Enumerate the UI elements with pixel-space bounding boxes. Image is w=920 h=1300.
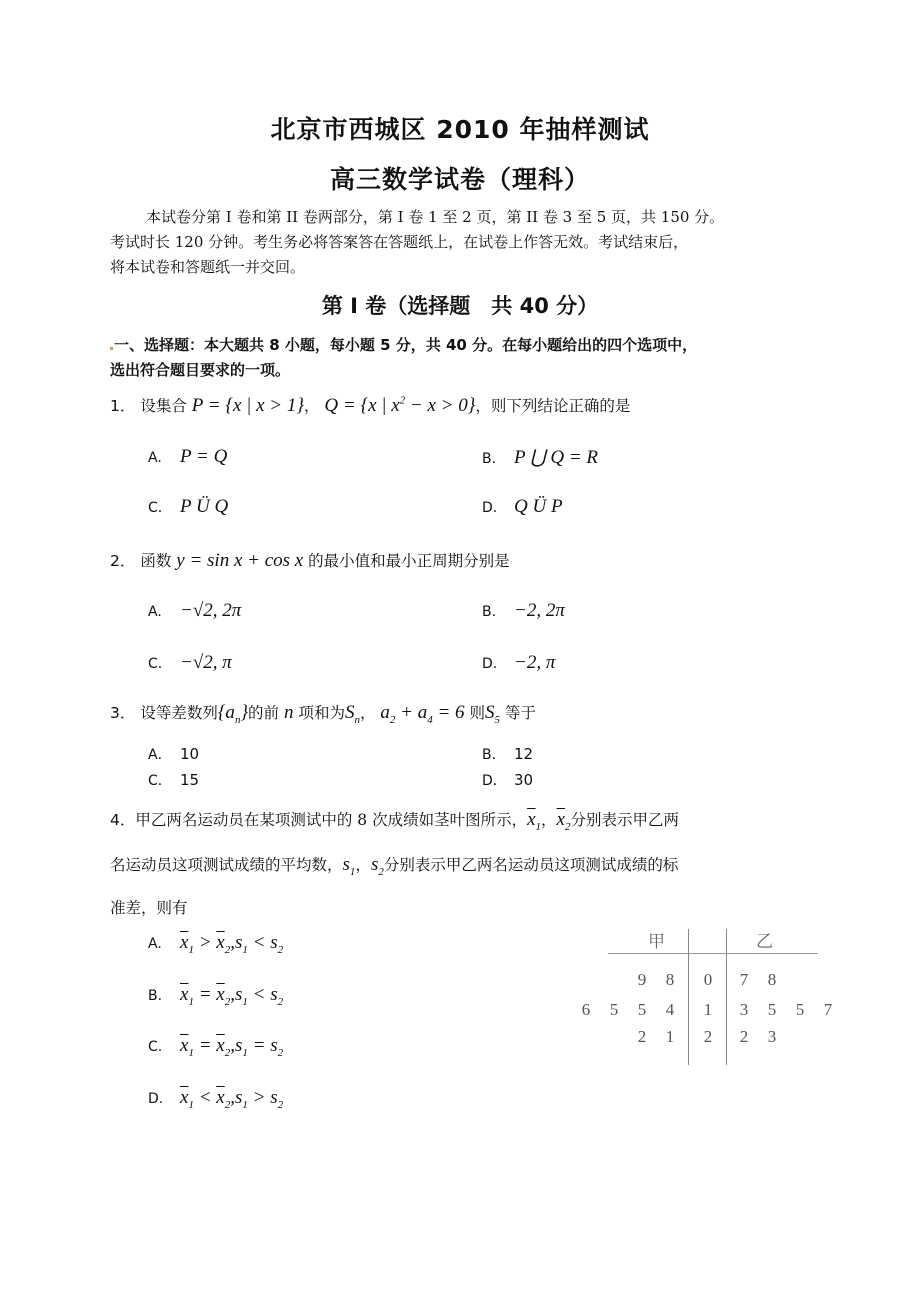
question-text: 名运动员这项测试成绩的平均数， bbox=[110, 856, 343, 874]
math-sub: n bbox=[354, 713, 360, 726]
option-1d[interactable] bbox=[482, 496, 563, 518]
option-label: C． bbox=[148, 773, 172, 789]
math-sub: 2 bbox=[224, 995, 231, 1008]
question-text: 准差，则有 bbox=[110, 899, 188, 917]
right-leaf: 7 bbox=[739, 970, 749, 989]
option-value: −2, 2π bbox=[514, 600, 565, 621]
header-divider bbox=[608, 953, 818, 954]
math-sub: 1 bbox=[242, 943, 248, 956]
option-value: 12 bbox=[514, 745, 534, 763]
math-expr bbox=[370, 854, 384, 878]
math-part: s bbox=[342, 854, 350, 875]
option-label: B. bbox=[148, 988, 163, 1004]
option-value bbox=[180, 1087, 284, 1111]
option-label: C. bbox=[148, 500, 163, 516]
math-sub: 5 bbox=[494, 713, 501, 726]
math-part: $\overline{x}$ bbox=[180, 932, 189, 953]
left-leaf: 9 bbox=[637, 970, 647, 989]
math-sub: 2 bbox=[224, 943, 231, 956]
math-part: s bbox=[270, 984, 278, 1005]
math-sub: 2 bbox=[277, 1098, 284, 1111]
math-part: − x > 0} bbox=[405, 395, 476, 416]
question-text: 设等差数列 bbox=[140, 704, 218, 722]
intro-line-1: 本试卷分第 I 卷和第 II 卷两部分，第 I 卷 1 至 2 页，第 II 卷 3 至 5 页，共 150 分。 bbox=[146, 208, 725, 226]
relation: < bbox=[198, 1087, 212, 1108]
math-sub: 1 bbox=[349, 865, 356, 878]
right-leaf: 3 bbox=[739, 1000, 749, 1019]
math-sub: 1 bbox=[242, 995, 248, 1008]
relation: = bbox=[252, 1035, 266, 1056]
option-value: P = Q bbox=[180, 446, 228, 467]
math-sub: 1 bbox=[188, 995, 194, 1008]
option-label: A． bbox=[148, 747, 172, 763]
option-label: B． bbox=[482, 747, 506, 763]
option-1c[interactable] bbox=[148, 496, 228, 518]
question-number: 1． bbox=[110, 397, 136, 415]
question-number: 2． bbox=[110, 552, 136, 570]
option-label: D． bbox=[482, 773, 507, 789]
math-part: = 6 bbox=[432, 702, 465, 723]
intro-line-3: 将本试卷和答题纸一并交回。 bbox=[110, 258, 306, 276]
math-part: $\overline{x}$ bbox=[180, 984, 189, 1005]
option-label: A. bbox=[148, 936, 162, 952]
math-part: {a bbox=[217, 702, 235, 723]
option-2b[interactable] bbox=[482, 600, 565, 622]
question-text: 则 bbox=[469, 704, 486, 722]
option-3b[interactable] bbox=[482, 744, 533, 764]
math-sup: 2 bbox=[399, 394, 406, 407]
question-text: 的最小值和最小正周期分别是 bbox=[308, 552, 510, 570]
relation: > bbox=[198, 932, 212, 953]
math-part: } bbox=[240, 702, 249, 723]
math-part: s bbox=[234, 1087, 243, 1108]
option-label: B. bbox=[482, 604, 497, 620]
math-sub: 2 bbox=[389, 713, 396, 726]
question-text: ，则下列结论正确的是 bbox=[475, 397, 631, 415]
option-label: C. bbox=[148, 1039, 163, 1055]
question-text: 分别表示甲乙两名运动员这项测试成绩的标 bbox=[383, 856, 679, 874]
math-expr bbox=[342, 854, 356, 878]
math-sub: 1 bbox=[188, 943, 194, 956]
option-label: A. bbox=[148, 450, 162, 466]
math-sub: 2 bbox=[564, 820, 571, 833]
stem-divider-left bbox=[688, 929, 689, 1065]
math-part: S bbox=[485, 702, 495, 723]
math-sub: 1 bbox=[188, 1098, 194, 1111]
option-value: −2, π bbox=[514, 652, 556, 673]
option-3a[interactable] bbox=[148, 744, 199, 764]
option-4a[interactable] bbox=[148, 932, 283, 956]
right-leaf: 5 bbox=[795, 1000, 805, 1019]
relation: < bbox=[252, 984, 266, 1005]
option-value: P ⋃ Q = R bbox=[514, 447, 598, 468]
question-text: 分别表示甲乙两 bbox=[570, 811, 679, 829]
relation: < bbox=[252, 932, 266, 953]
separator: ， bbox=[541, 811, 557, 829]
left-leaf: 8 bbox=[665, 970, 675, 989]
option-value: 15 bbox=[180, 771, 200, 789]
question-4-line-1 bbox=[110, 808, 810, 833]
math-expr: n bbox=[284, 702, 294, 723]
left-leaf: 6 bbox=[581, 1000, 591, 1019]
math-part: s bbox=[270, 1087, 278, 1108]
option-label: D. bbox=[148, 1091, 164, 1107]
math-sub: 1 bbox=[535, 820, 542, 833]
math-sub: 1 bbox=[242, 1098, 248, 1111]
option-value: 30 bbox=[514, 771, 534, 789]
separator: , bbox=[230, 1035, 235, 1056]
question-3 bbox=[110, 701, 536, 726]
option-value: 10 bbox=[180, 745, 200, 763]
separator: , bbox=[230, 984, 235, 1005]
left-leaf: 2 bbox=[637, 1027, 647, 1046]
math-expr bbox=[556, 809, 571, 833]
separator: , bbox=[230, 932, 235, 953]
math-part: $\overline{x}$ bbox=[216, 984, 225, 1005]
math-sub: 1 bbox=[188, 1046, 194, 1059]
relation: > bbox=[252, 1087, 266, 1108]
relation: = bbox=[198, 1035, 212, 1056]
question-4-line-2 bbox=[110, 853, 810, 878]
math-expr: P = {x | x > 1} bbox=[191, 395, 304, 416]
math-part: $\overline{x}$ bbox=[216, 1035, 225, 1056]
option-label: A. bbox=[148, 604, 162, 620]
section-title: 第 I 卷（选择题 共 40 分） bbox=[321, 294, 599, 318]
math-expr bbox=[344, 702, 360, 726]
right-leaf: 2 bbox=[739, 1027, 749, 1046]
math-part: S bbox=[344, 702, 355, 723]
math-expr bbox=[324, 395, 475, 416]
question-text: 甲乙两名运动员在某项测试中的 8 次成绩如茎叶图所示， bbox=[135, 811, 528, 829]
intro-line-2: 考试时长 120 分钟。考生务必将答案答在答题纸上，在试卷上作答无效。考试结束后， bbox=[110, 233, 689, 251]
math-part: $\overline{x}$ bbox=[180, 1087, 189, 1108]
stem-value: 2 bbox=[703, 1027, 713, 1046]
option-value bbox=[180, 984, 284, 1008]
left-leaf: 5 bbox=[609, 1000, 619, 1019]
right-leaf: 8 bbox=[767, 970, 777, 989]
math-part: s bbox=[270, 1035, 278, 1056]
stem-value: 0 bbox=[703, 970, 713, 989]
right-leaf: 7 bbox=[823, 1000, 833, 1019]
math-expr bbox=[527, 809, 542, 833]
math-sub: 2 bbox=[224, 1046, 231, 1059]
math-expr: y = sin x + cos x bbox=[176, 550, 304, 571]
anchor-mark-icon bbox=[110, 347, 113, 350]
option-4d[interactable] bbox=[148, 1087, 283, 1111]
math-sub: 2 bbox=[224, 1098, 231, 1111]
separator: ， bbox=[303, 397, 320, 415]
question-4-line-3 bbox=[110, 896, 810, 918]
relation: = bbox=[198, 984, 212, 1005]
math-part: Q = {x | x bbox=[324, 395, 400, 416]
right-leaf: 3 bbox=[767, 1027, 777, 1046]
option-value: −√2, 2π bbox=[180, 600, 242, 621]
left-header: 甲 bbox=[648, 932, 665, 952]
option-value: −√2, π bbox=[180, 652, 232, 673]
question-number: 4． bbox=[110, 811, 136, 829]
question-text: ， bbox=[359, 704, 376, 722]
math-sub: n bbox=[234, 713, 241, 726]
math-part: a bbox=[380, 702, 390, 723]
option-label: D. bbox=[482, 500, 498, 516]
question-text: 设集合 bbox=[140, 397, 187, 415]
option-value: P Ü Q bbox=[180, 496, 229, 517]
math-sub: 2 bbox=[277, 995, 284, 1008]
section-instructions bbox=[110, 333, 815, 383]
option-1b[interactable] bbox=[482, 446, 598, 469]
option-4b[interactable] bbox=[148, 984, 283, 1008]
question-text: 函数 bbox=[140, 552, 172, 570]
left-leaf: 4 bbox=[665, 1000, 675, 1019]
option-value bbox=[180, 1035, 284, 1059]
option-1a[interactable] bbox=[148, 446, 227, 468]
option-2c[interactable] bbox=[148, 652, 232, 674]
math-part: $\overline{x}$ bbox=[527, 809, 536, 830]
math-expr bbox=[380, 702, 465, 726]
question-text: 项和为 bbox=[298, 704, 345, 722]
separator: , bbox=[230, 1087, 235, 1108]
math-part: s bbox=[234, 1035, 243, 1056]
math-sub: 1 bbox=[242, 1046, 248, 1059]
math-part: $\overline{x}$ bbox=[180, 1035, 189, 1056]
math-part: s bbox=[234, 984, 243, 1005]
separator: ， bbox=[355, 856, 371, 874]
option-2a[interactable] bbox=[148, 600, 241, 622]
instructions-line-1: 一、选择题：本大题共 8 小题，每小题 5 分，共 40 分。在每小题给出的四个选项中， bbox=[114, 336, 698, 354]
right-leaf: 5 bbox=[767, 1000, 777, 1019]
option-3c[interactable] bbox=[148, 770, 199, 790]
left-leaf: 1 bbox=[665, 1027, 675, 1046]
math-part: s bbox=[234, 932, 243, 953]
option-2d[interactable] bbox=[482, 652, 555, 674]
math-part: $\overline{x}$ bbox=[556, 809, 565, 830]
math-sub: 2 bbox=[277, 943, 284, 956]
stem-value: 1 bbox=[703, 1000, 713, 1019]
exam-title: 北京市西城区 2010 年抽样测试 bbox=[270, 115, 650, 144]
math-part: $\overline{x}$ bbox=[216, 1087, 225, 1108]
math-part: s bbox=[370, 854, 379, 875]
stem-leaf-plot bbox=[570, 925, 840, 1065]
question-1 bbox=[110, 394, 630, 417]
question-text: 的前 bbox=[248, 704, 280, 722]
exam-intro bbox=[110, 205, 810, 280]
exam-subtitle: 高三数学试卷（理科） bbox=[329, 165, 590, 194]
math-expr bbox=[217, 702, 249, 726]
math-part: s bbox=[270, 932, 278, 953]
math-sub: 2 bbox=[277, 1046, 284, 1059]
right-header: 乙 bbox=[756, 932, 773, 952]
math-expr bbox=[485, 702, 501, 726]
option-value bbox=[180, 932, 284, 956]
option-label: C. bbox=[148, 656, 163, 672]
math-sub: 2 bbox=[378, 865, 384, 878]
left-leaf: 5 bbox=[637, 1000, 647, 1019]
math-part: $\overline{x}$ bbox=[216, 932, 225, 953]
option-label: D. bbox=[482, 656, 498, 672]
math-sub: 4 bbox=[427, 713, 433, 726]
question-text: 等于 bbox=[504, 704, 536, 722]
option-4c[interactable] bbox=[148, 1035, 283, 1059]
stem-divider-right bbox=[726, 929, 727, 1065]
question-number: 3． bbox=[110, 704, 136, 722]
option-label: B. bbox=[482, 451, 497, 467]
option-3d[interactable] bbox=[482, 770, 533, 790]
question-2 bbox=[110, 549, 510, 572]
option-value: Q Ü P bbox=[514, 496, 563, 517]
instructions-line-2: 选出符合题目要求的一项。 bbox=[110, 361, 291, 379]
math-part: + a bbox=[395, 702, 428, 723]
